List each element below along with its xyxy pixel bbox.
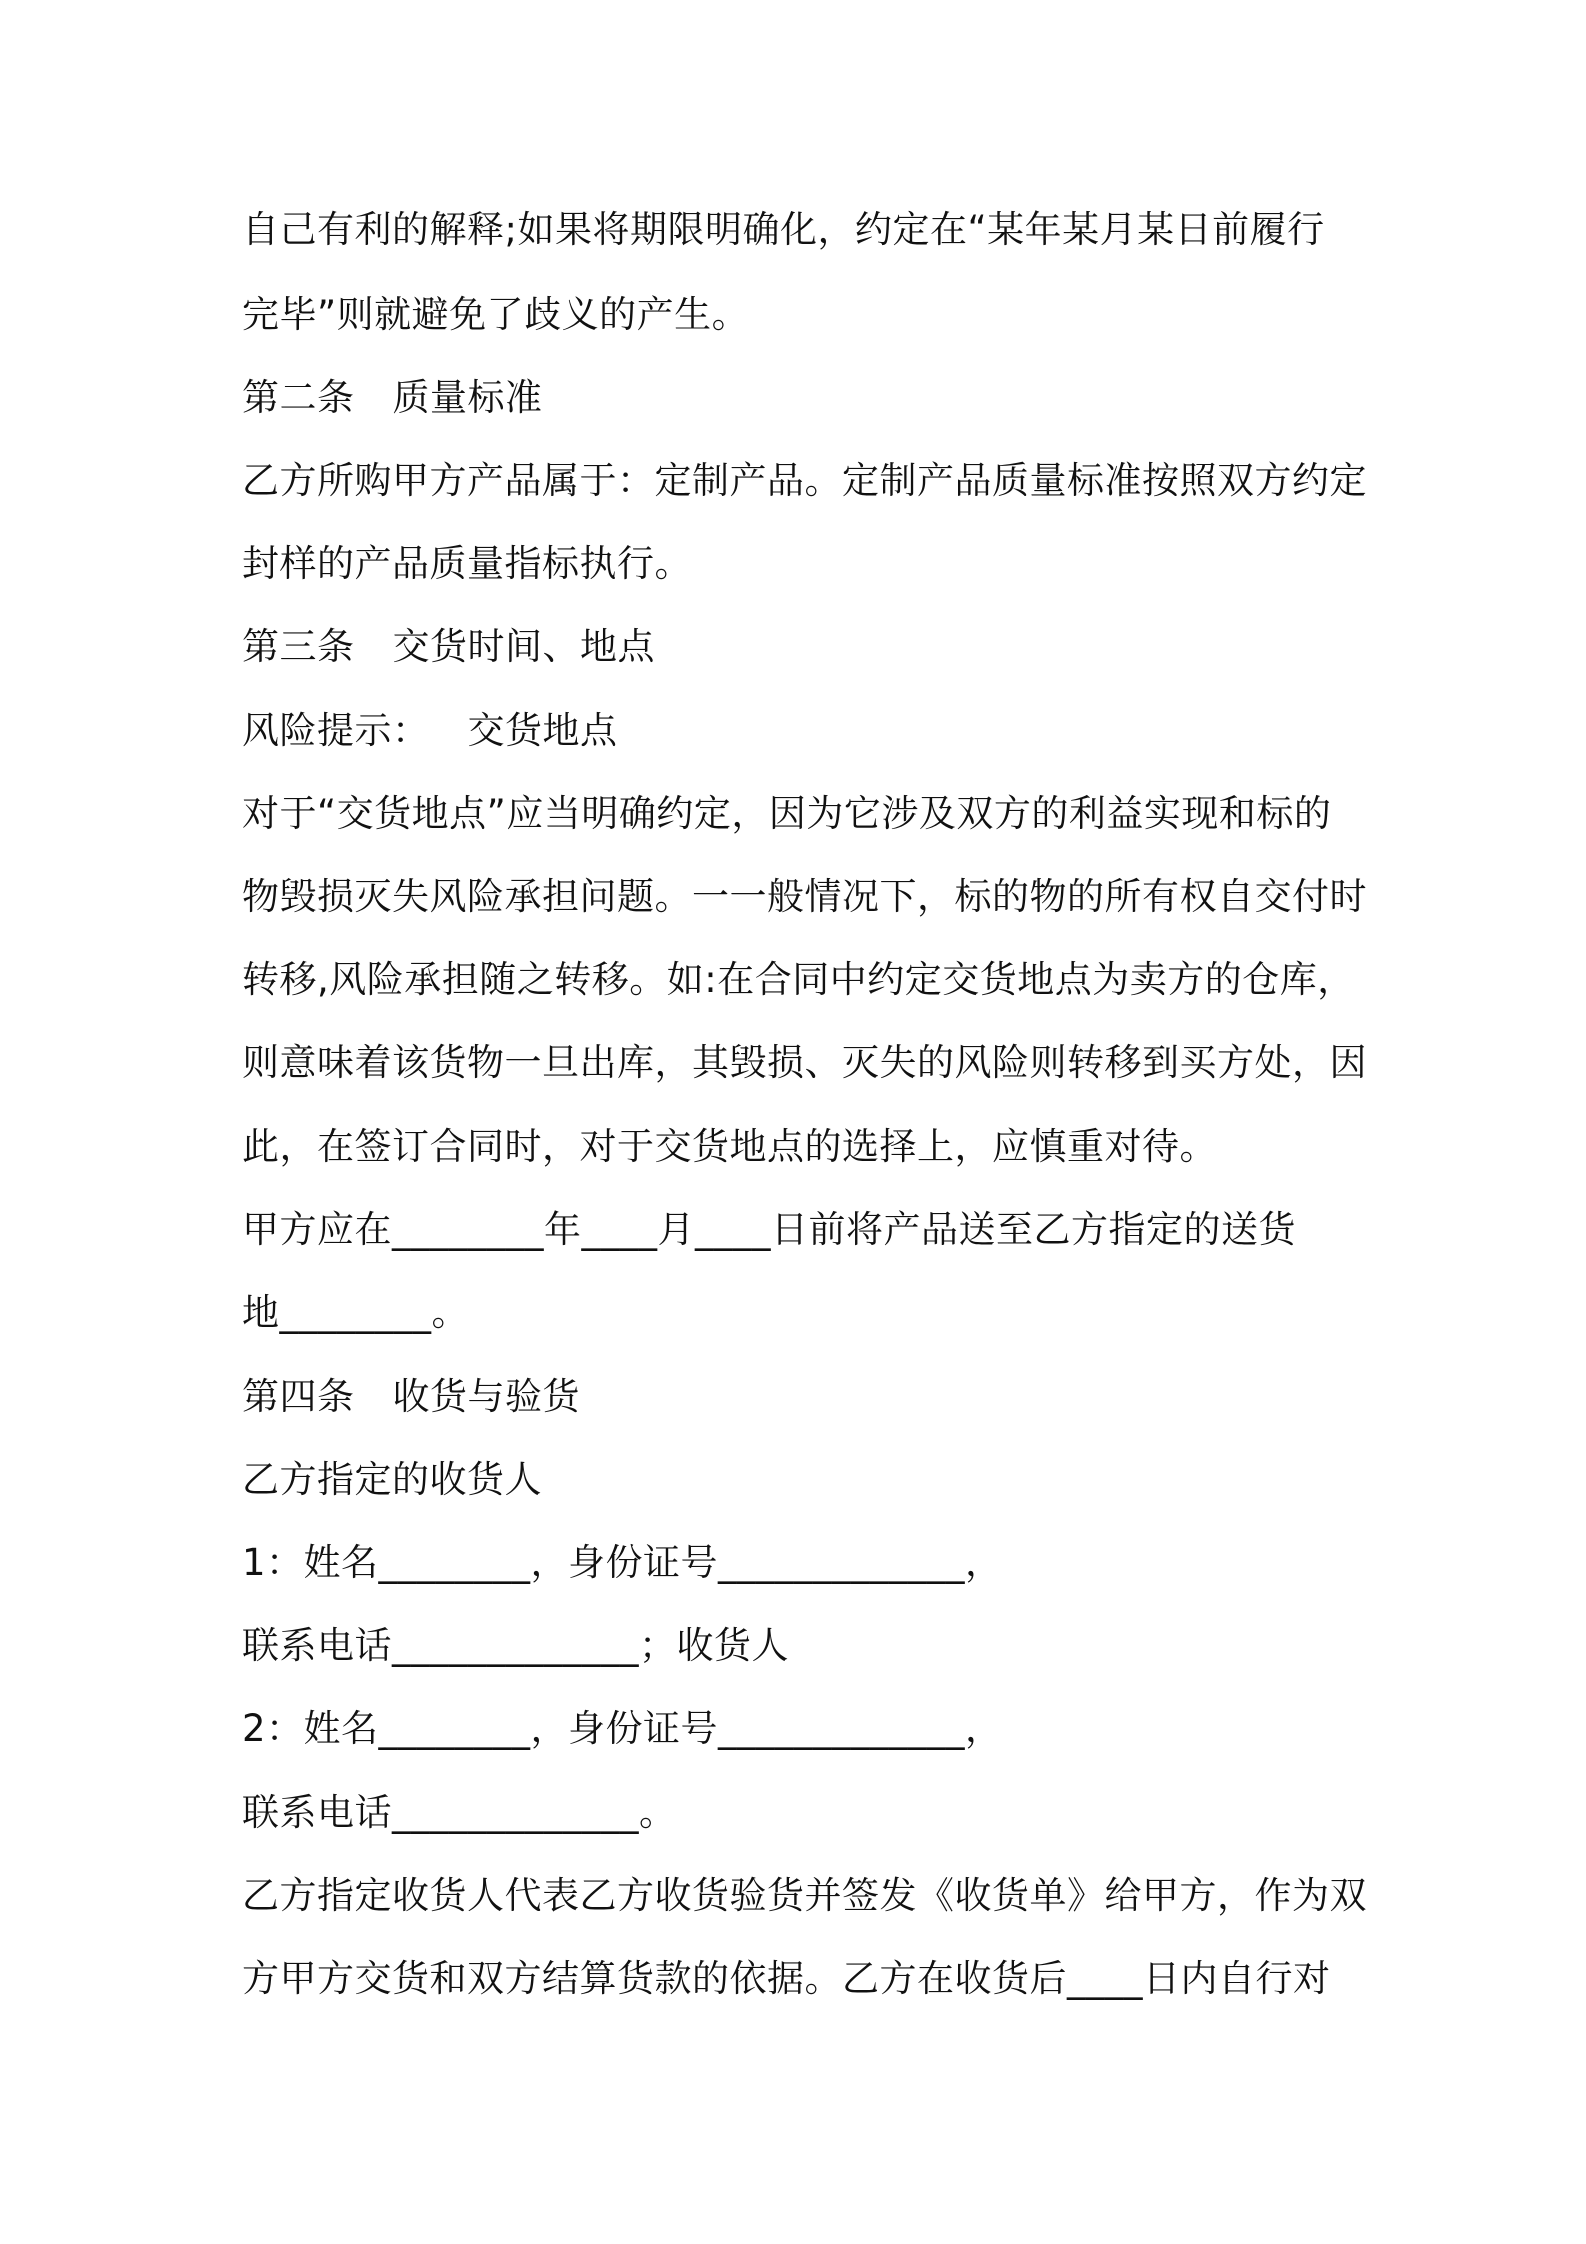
risk-tip-topic: 交货地点 (467, 709, 618, 752)
paragraph-line: 乙方所购甲方产品属于：定制产品。定制产品质量标准按照双方约定 (242, 459, 1367, 502)
section-title: 收货与验货 (392, 1375, 580, 1418)
paragraph-line: 自己有利的解释;如果将期限明确化，约定在“某年某月某日前履行 (242, 208, 1325, 251)
fill-in-line: 甲方应在________年____月____日前将产品送至乙方指定的送货 (242, 1208, 1296, 1251)
fill-in-line: 1：姓名________，身份证号_____________， (242, 1541, 1003, 1584)
paragraph-line: 方甲方交货和双方结算货款的依据。乙方在收货后____日内自行对 (242, 1957, 1331, 2000)
paragraph-line: 此，在签订合同时，对于交货地点的选择上，应慎重对待。 (242, 1125, 1217, 1168)
paragraph-line: 则意味着该货物一旦出库，其毁损、灭失的风险则转移到买方处，因 (242, 1041, 1367, 1084)
section-title: 质量标准 (392, 376, 543, 419)
section-heading (242, 1372, 1362, 1422)
paragraph-line: 乙方指定的收货人 (242, 1458, 542, 1501)
section-heading (242, 622, 1362, 672)
section-heading (242, 373, 1362, 423)
paragraph-line: 封样的产品质量指标执行。 (242, 542, 692, 585)
fill-in-line: 2：姓名________，身份证号_____________， (242, 1707, 1003, 1750)
risk-tip-heading (242, 706, 1362, 756)
section-number: 第三条 (242, 625, 355, 668)
paragraph-line: 完毕”则就避免了歧义的产生。 (242, 293, 750, 336)
risk-tip-label: 风险提示： (242, 709, 430, 752)
section-title: 交货时间、地点 (392, 625, 655, 668)
section-number: 第四条 (242, 1375, 355, 1418)
paragraph-line: 物毁损灭失风险承担问题。一一般情况下，标的物的所有权自交付时 (242, 875, 1367, 918)
fill-in-line: 联系电话_____________。 (242, 1791, 677, 1834)
paragraph-line: 对于“交货地点”应当明确约定，因为它涉及双方的利益实现和标的 (242, 792, 1332, 835)
paragraph-line: 转移,风险承担随之转移。如:在合同中约定交货地点为卖方的仓库， (242, 958, 1355, 1001)
paragraph-line: 乙方指定收货人代表乙方收货验货并签发《收货单》给甲方，作为双 (242, 1874, 1367, 1917)
fill-in-line: 地________。 (242, 1291, 469, 1334)
section-number: 第二条 (242, 376, 355, 419)
fill-in-line: 联系电话_____________；收货人 (242, 1624, 789, 1667)
